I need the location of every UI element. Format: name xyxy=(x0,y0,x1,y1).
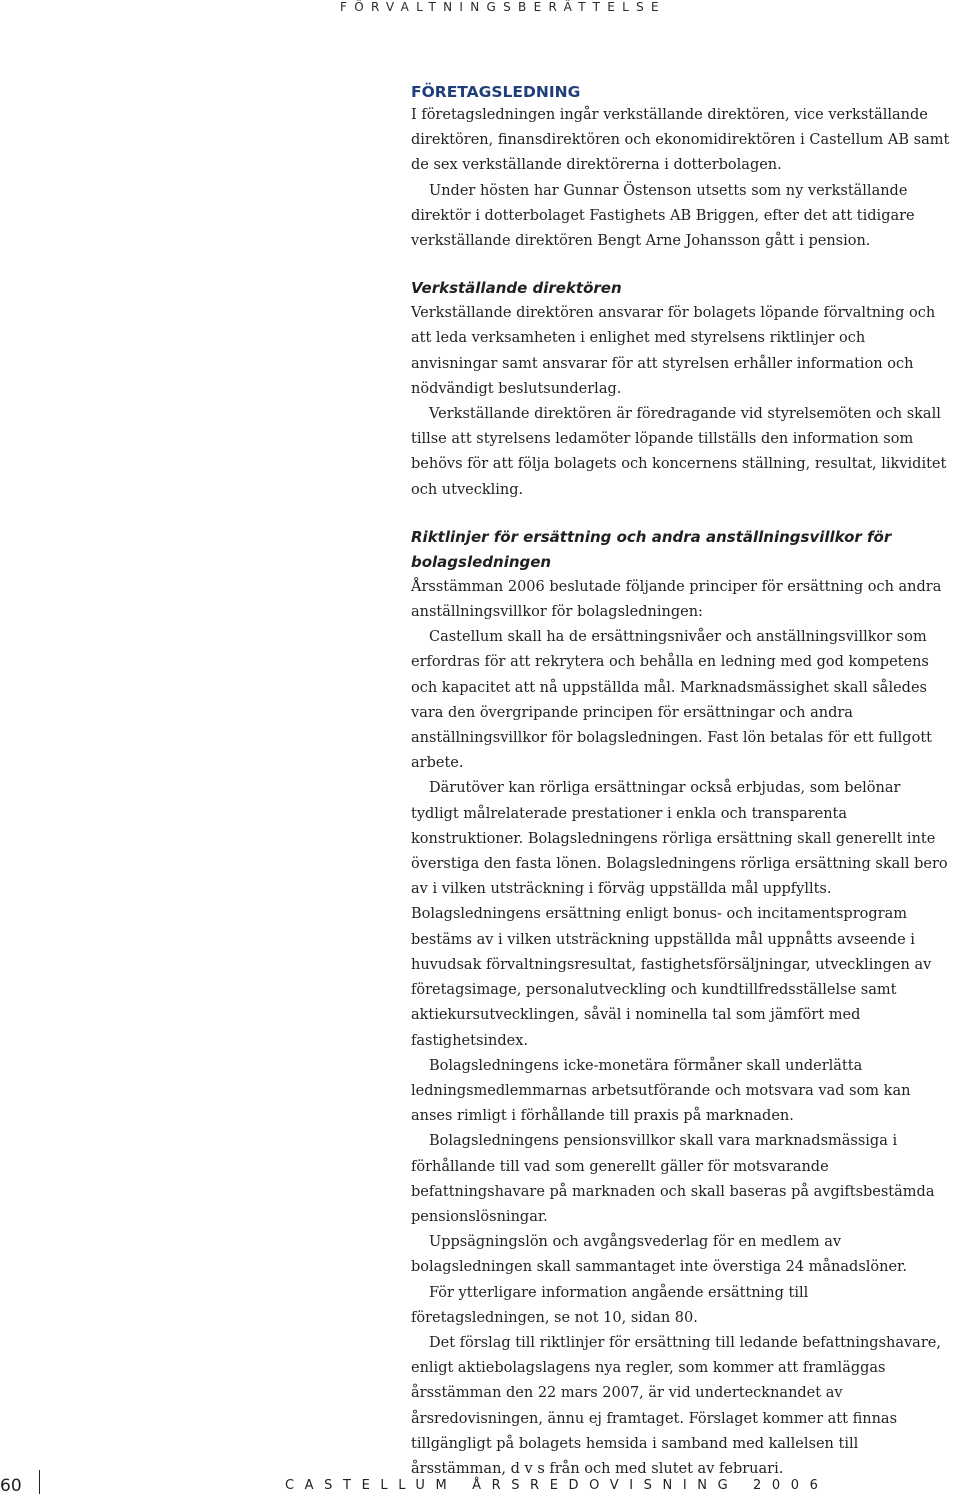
compensation-paragraph-4: Bolagsledningens icke-monetära förmåner skall underlätta ledningsmedlemmarnas arbetsutförande och motsvara vad som kan anses rimligt i förhållande till praxis på marknaden. xyxy=(411,1057,911,1125)
page-footer xyxy=(0,1470,960,1494)
ceo-heading: Verkställande direktören xyxy=(411,279,622,298)
compensation-heading: Riktlinjer för ersättning och andra anställningsvillkor för bolagsledningen xyxy=(411,527,892,571)
compensation-paragraph-1: Årsstämman 2006 beslutade följande principer för ersättning och andra anställningsvillkor för bolagsledningen: xyxy=(411,578,942,621)
intro-paragraph-2: Under hösten har Gunnar Östenson utsetts som ny verkställande direktör i dotterbolaget Fastighets AB Briggen, efter det att tidigare verkställande direktören Bengt Arne Johansson gått i pension. xyxy=(411,182,915,250)
compensation-paragraph-8: Det förslag till riktlinjer för ersättning till ledande befattningshavare, enligt aktiebolagslagens nya regler, som kommer att framläggas årsstämman den 22 mars 2007, är vid undertecknandet av årsredovisningen, ännu ej framtaget. Förslaget kommer att finnas tillgängligt på bolagets hemsida i samband med kallelsen till årsstämman, d v s från och med slutet av februari. xyxy=(411,1334,941,1477)
ceo-paragraph-2: Verkställande direktören är föredragande vid styrelsemöten och skall tillse att styrelsens ledamöter löpande tillställs den information som behövs för att följa bolagets och koncernens ställning, resultat, likviditet och utveckling. xyxy=(411,406,947,498)
running-header: FÖRVALTNINGSBERÄTTELSE xyxy=(340,0,666,14)
ceo-paragraph-1: Verkställande direktören ansvarar för bolagets löpande förvaltning och att leda verksamheten i enlighet med styrelsens riktlinjer och anvisningar samt ansvarar för att styrelsen erhåller information och nödvändigt beslutsunderlag. xyxy=(411,305,936,397)
main-text-column xyxy=(411,81,951,1482)
footer-divider xyxy=(39,1470,40,1494)
compensation-paragraph-7: För ytterligare information angående ersättning till företagsledningen, se not 10, sidan 80. xyxy=(411,1284,809,1326)
compensation-paragraph-5: Bolagsledningens pensionsvillkor skall vara marknadsmässiga i förhållande till vad som generellt gäller för motsvarande befattningshavare på marknaden och skall baseras på avgiftsbestämda pensionslösningar. xyxy=(411,1133,935,1225)
intro-paragraph-1: I företagsledningen ingår verkställande direktören, vice verkställande direktören, finansdirektören och ekonomidirektören i Castellum AB samt de sex verkställande direktörerna i dotterbolagen. xyxy=(411,107,950,174)
compensation-paragraph-6: Uppsägningslön och avgångsvederlag för en medlem av bolagsledningen skall sammantaget inte överstiga 24 månadslöner. xyxy=(411,1234,908,1276)
compensation-paragraph-2: Castellum skall ha de ersättningsnivåer och anställningsvillkor som erfordras för att rekrytera och behålla en ledning med god kompetens och kapacitet att nå uppställda mål. Marknadsmässighet skall således vara den övergripande principen för ersättningar och andra anställningsvillkor för bolagsledningen. Fast lön betalas för ett fullgott arbete. xyxy=(411,629,932,772)
publication-title: CASTELLUM ÅRSREDOVISNING 2006 xyxy=(285,1478,829,1493)
page-number: 60 xyxy=(0,1476,22,1496)
section-title: FÖRETAGSLEDNING xyxy=(411,83,581,101)
compensation-paragraph-3: Därutöver kan rörliga ersättningar också erbjudas, som belönar tydligt målrelaterade prestationer i enkla och transparenta konstruktioner. Bolagsledningens rörliga ersättning skall generellt inte överstiga den fasta lönen. Bolagsledningens rörliga ersättning skall bero av i vilken utsträckning i förväg uppställda mål uppfyllts. Bolagsledningens ersättning enligt bonus- och incitamentsprogram bestäms av i vilken utsträckning uppställda mål uppnåtts avseende i huvudsak förvaltningsresultat, fastighetsförsäljningar, utvecklingen av företagsimage, personalutveckling och kundtillfredsställelse samt aktiekursutvecklingen, såväl i nominella tal som jämfört med fastighetsindex. xyxy=(411,780,948,1049)
